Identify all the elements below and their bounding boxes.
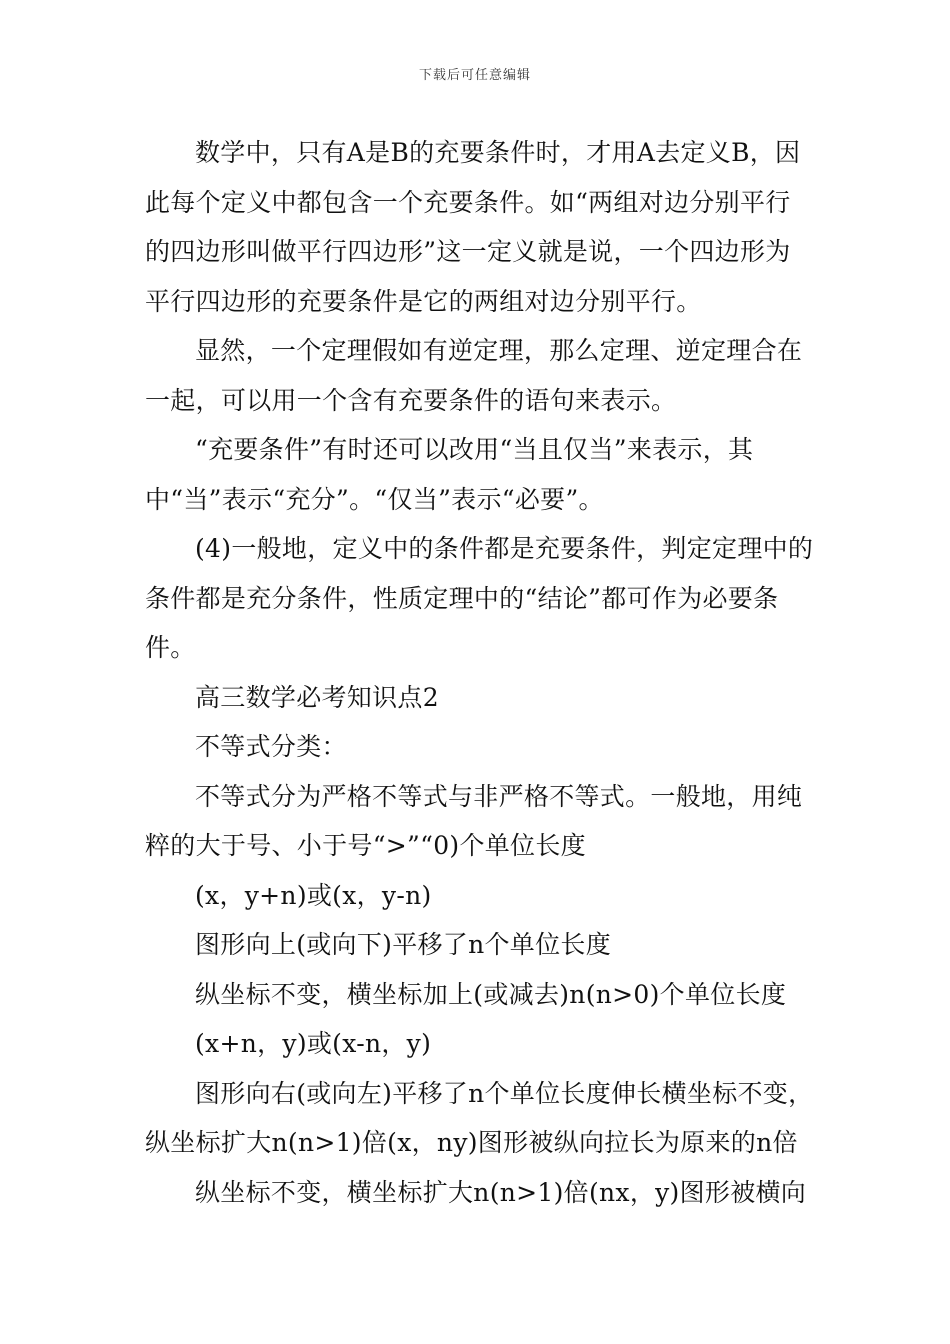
paragraph-2: 显然，一个定理假如有逆定理，那么定理、逆定理合在一起，可以用一个含有充要条件的语句来表示。 (145, 336, 803, 415)
paragraph-9: 图形向上(或向下)平移了n个单位长度 (195, 930, 612, 959)
paragraph-3: “充要条件”有时还可以改用“当且仅当”来表示，其中“当”表示“充分”。“仅当”表示“必要”。 (145, 435, 754, 514)
paragraph-11: (x+n，y)或(x-n，y) (195, 1029, 432, 1058)
page-header-note: 下载后可任意编辑 (418, 68, 531, 83)
paragraph-8: (x，y+n)或(x，y-n) (195, 880, 432, 910)
paragraph-7: 不等式分为严格不等式与非严格不等式。一般地，用纯粹的大于号、小于号“>”“0)个单位长度 (145, 781, 803, 860)
paragraph-4: (4)一般地，定义中的条件都是充要条件，判定定理中的条件都是充分条件，性质定理中的“结论”都可作为必要条件。 (145, 534, 814, 662)
paragraph-10: 纵坐标不变，横坐标加上(或减去)n(n>0)个单位长度 (195, 979, 787, 1009)
paragraph-6: 不等式分类： (195, 732, 347, 761)
paragraph-12: 图形向右(或向左)平移了n个单位长度伸长横坐标不变，纵坐标扩大n(n>1)倍(x，ny)图形被纵向拉长为原来的n倍 (145, 1078, 814, 1157)
paragraph-1: 数学中，只有A是B的充要条件时，才用A去定义B，因此每个定义中都包含一个充要条件。如“两组对边分别平行的四边形叫做平行四边形”这一定义就是说，一个四边形为平行四边形的充要条件是它的两组对边分别平行。 (145, 138, 801, 316)
paragraph-13: 纵坐标不变，横坐标扩大n(n>1)倍(nx，y)图形被横向 (195, 1177, 807, 1207)
section-heading: 高三数学必考知识点2 (195, 682, 439, 712)
document-body (145, 128, 815, 1217)
